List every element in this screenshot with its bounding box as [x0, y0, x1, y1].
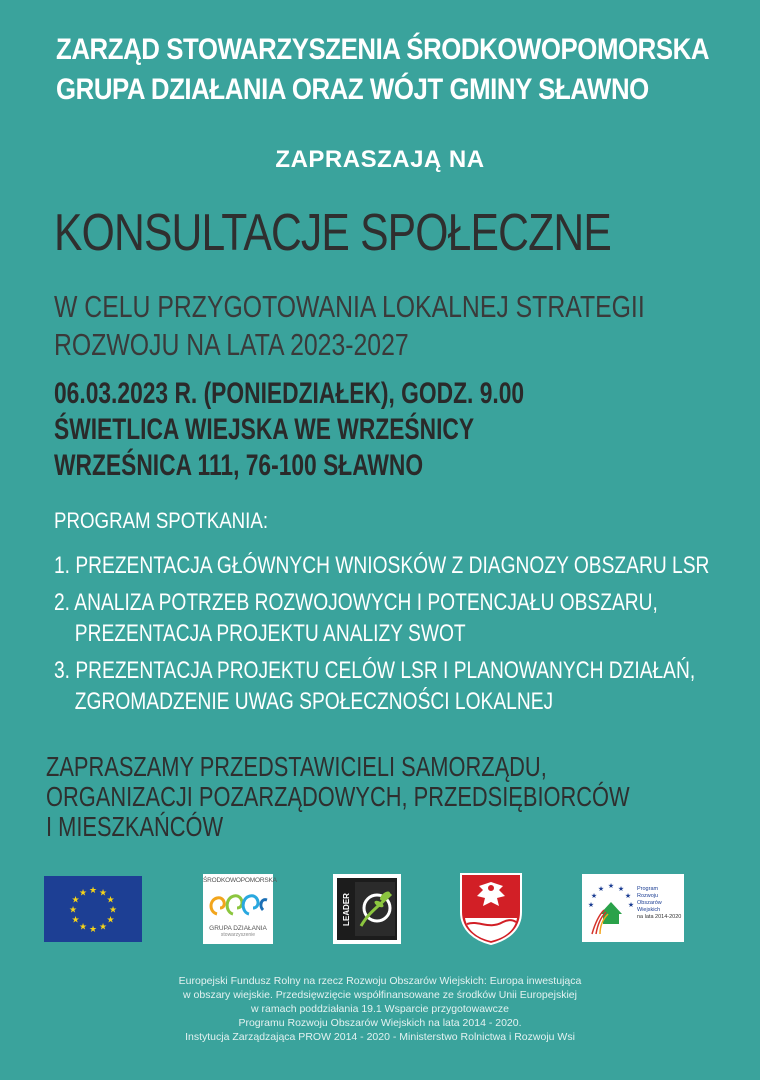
- program-heading: PROGRAM SPOTKANIA:: [54, 508, 269, 533]
- event-place: ŚWIETLICA WIEJSKA WE WRZEŚNICY: [54, 413, 475, 446]
- leader-logo: [333, 874, 401, 944]
- svg-text:★: ★: [98, 922, 108, 933]
- event-title: KONSULTACJE SPOŁECZNE: [54, 204, 611, 262]
- svg-text:★: ★: [88, 925, 98, 935]
- svg-text:★: ★: [617, 885, 625, 893]
- program-item-text: 2. ANALIZA POTRZEB ROZWOJOWYCH I POTENCJAŁU OBSZARU,: [54, 589, 658, 616]
- svg-text:★: ★: [627, 901, 635, 909]
- program-item-text-continued: PREZENTACJA PROJEKTU ANALIZY SWOT: [74, 620, 466, 647]
- organizers-header: [56, 30, 760, 110]
- svg-text:★: ★: [78, 922, 88, 933]
- slawno-coat-of-arms-icon: [459, 872, 523, 946]
- closing-line-3: I MIESZKAŃCÓW: [46, 811, 224, 842]
- event-address: WRZEŚNICA 111, 76-100 SŁAWNO: [54, 449, 424, 482]
- svg-text:★: ★: [607, 882, 615, 890]
- program-item-1: [54, 550, 760, 581]
- leader-logo-text: LEADER: [341, 892, 351, 926]
- event-subtitle: [54, 288, 760, 364]
- lgd-logo-top-text: ŚRODKOWOPOMORSKA: [203, 877, 277, 884]
- program-item-text: 1. PREZENTACJA GŁÓWNYCH WNIOSKÓW Z DIAGNOZY OBSZARU LSR: [54, 552, 710, 579]
- prow-logo-line: Obszarów: [637, 900, 662, 906]
- svg-text:★: ★: [68, 905, 78, 916]
- prow-emblem-icon: [586, 880, 636, 936]
- svg-text:★: ★: [71, 895, 80, 906]
- svg-text:★: ★: [78, 888, 88, 899]
- svg-text:★: ★: [106, 895, 115, 906]
- organizers-line-2: GRUPA DZIAŁANIA ORAZ WÓJT GMINY SŁAWNO: [56, 73, 649, 106]
- program-item-text: 3. PREZENTACJA PROJEKTU CELÓW LSR I PLANOWANYCH DZIAŁAŃ,: [54, 657, 696, 684]
- svg-text:★: ★: [597, 885, 605, 893]
- svg-text:★: ★: [108, 905, 118, 916]
- footer-line-1: Europejski Fundusz Rolny na rzecz Rozwoju Obszarów Wiejskich: Europa inwestująca: [178, 975, 582, 987]
- lgd-logo-sub-text: stowarzyszenie: [220, 932, 256, 938]
- prow-logo-line: Rozwoju: [637, 893, 659, 899]
- closing-invitation: [46, 752, 760, 842]
- sponsor-logos: [0, 872, 760, 948]
- eu-flag-logo: [44, 876, 142, 942]
- svg-text:★: ★: [71, 915, 80, 926]
- prow-logo-text: [637, 886, 681, 921]
- invite-heading: ZAPRASZAJĄ NA: [275, 146, 485, 173]
- subtitle-line-1: W CELU PRZYGOTOWANIA LOKALNEJ STRATEGII: [54, 289, 645, 324]
- event-date: 06.03.2023 R. (PONIEDZIAŁEK), GODZ. 9.00: [54, 377, 525, 410]
- prow-logo-line: na lata 2014-2020: [637, 914, 682, 920]
- lgd-logo: [203, 874, 277, 944]
- program-item-3: [54, 655, 760, 717]
- funding-footer: [0, 974, 760, 1044]
- program-item-text-continued: ZGROMADZENIE UWAG SPOŁECZNOŚCI LOKALNEJ: [74, 688, 554, 715]
- svg-text:★: ★: [88, 886, 98, 896]
- svg-text:★: ★: [106, 915, 115, 926]
- svg-text:★: ★: [98, 888, 108, 899]
- footer-line-2: w obszary wiejskie. Przedsięwzięcie współfinansowane ze środków Unii Europejskiej: [183, 989, 577, 1001]
- footer-line-4: Programu Rozwoju Obszarów Wiejskich na lata 2014 - 2020.: [238, 1017, 522, 1029]
- subtitle-line-2: ROZWOJU NA LATA 2023-2027: [54, 327, 409, 362]
- footer-line-3: w ramach poddziałania 19.1 Wsparcie przygotowawcze: [251, 1003, 509, 1015]
- prow-logo: [582, 874, 684, 942]
- closing-line-2: ORGANIZACJI POZARZĄDOWYCH, PRZEDSIĘBIORCÓW: [46, 781, 630, 812]
- leader-emblem-icon: [355, 882, 395, 936]
- footer-line-5: Instytucja Zarządzająca PROW 2014 - 2020 - Ministerstwo Rolnictwa i Rozwoju Wsi: [185, 1031, 575, 1043]
- meeting-program: [54, 508, 760, 723]
- svg-text:★: ★: [587, 901, 595, 909]
- closing-line-1: ZAPRASZAMY PRZEDSTAWICIELI SAMORZĄDU,: [46, 751, 547, 782]
- lgd-logo-bottom-text: GRUPA DZIAŁANIA: [209, 925, 267, 932]
- organizers-line-1: ZARZĄD STOWARZYSZENIA ŚRODKOWOPOMORSKA: [56, 33, 710, 66]
- svg-text:★: ★: [624, 892, 632, 900]
- svg-text:★: ★: [590, 892, 598, 900]
- spiral-icon: [203, 884, 273, 926]
- program-item-2: [54, 587, 760, 649]
- prow-logo-line: Program: [637, 886, 659, 892]
- event-details: [54, 376, 673, 484]
- prow-logo-line: Wiejskich: [637, 907, 661, 913]
